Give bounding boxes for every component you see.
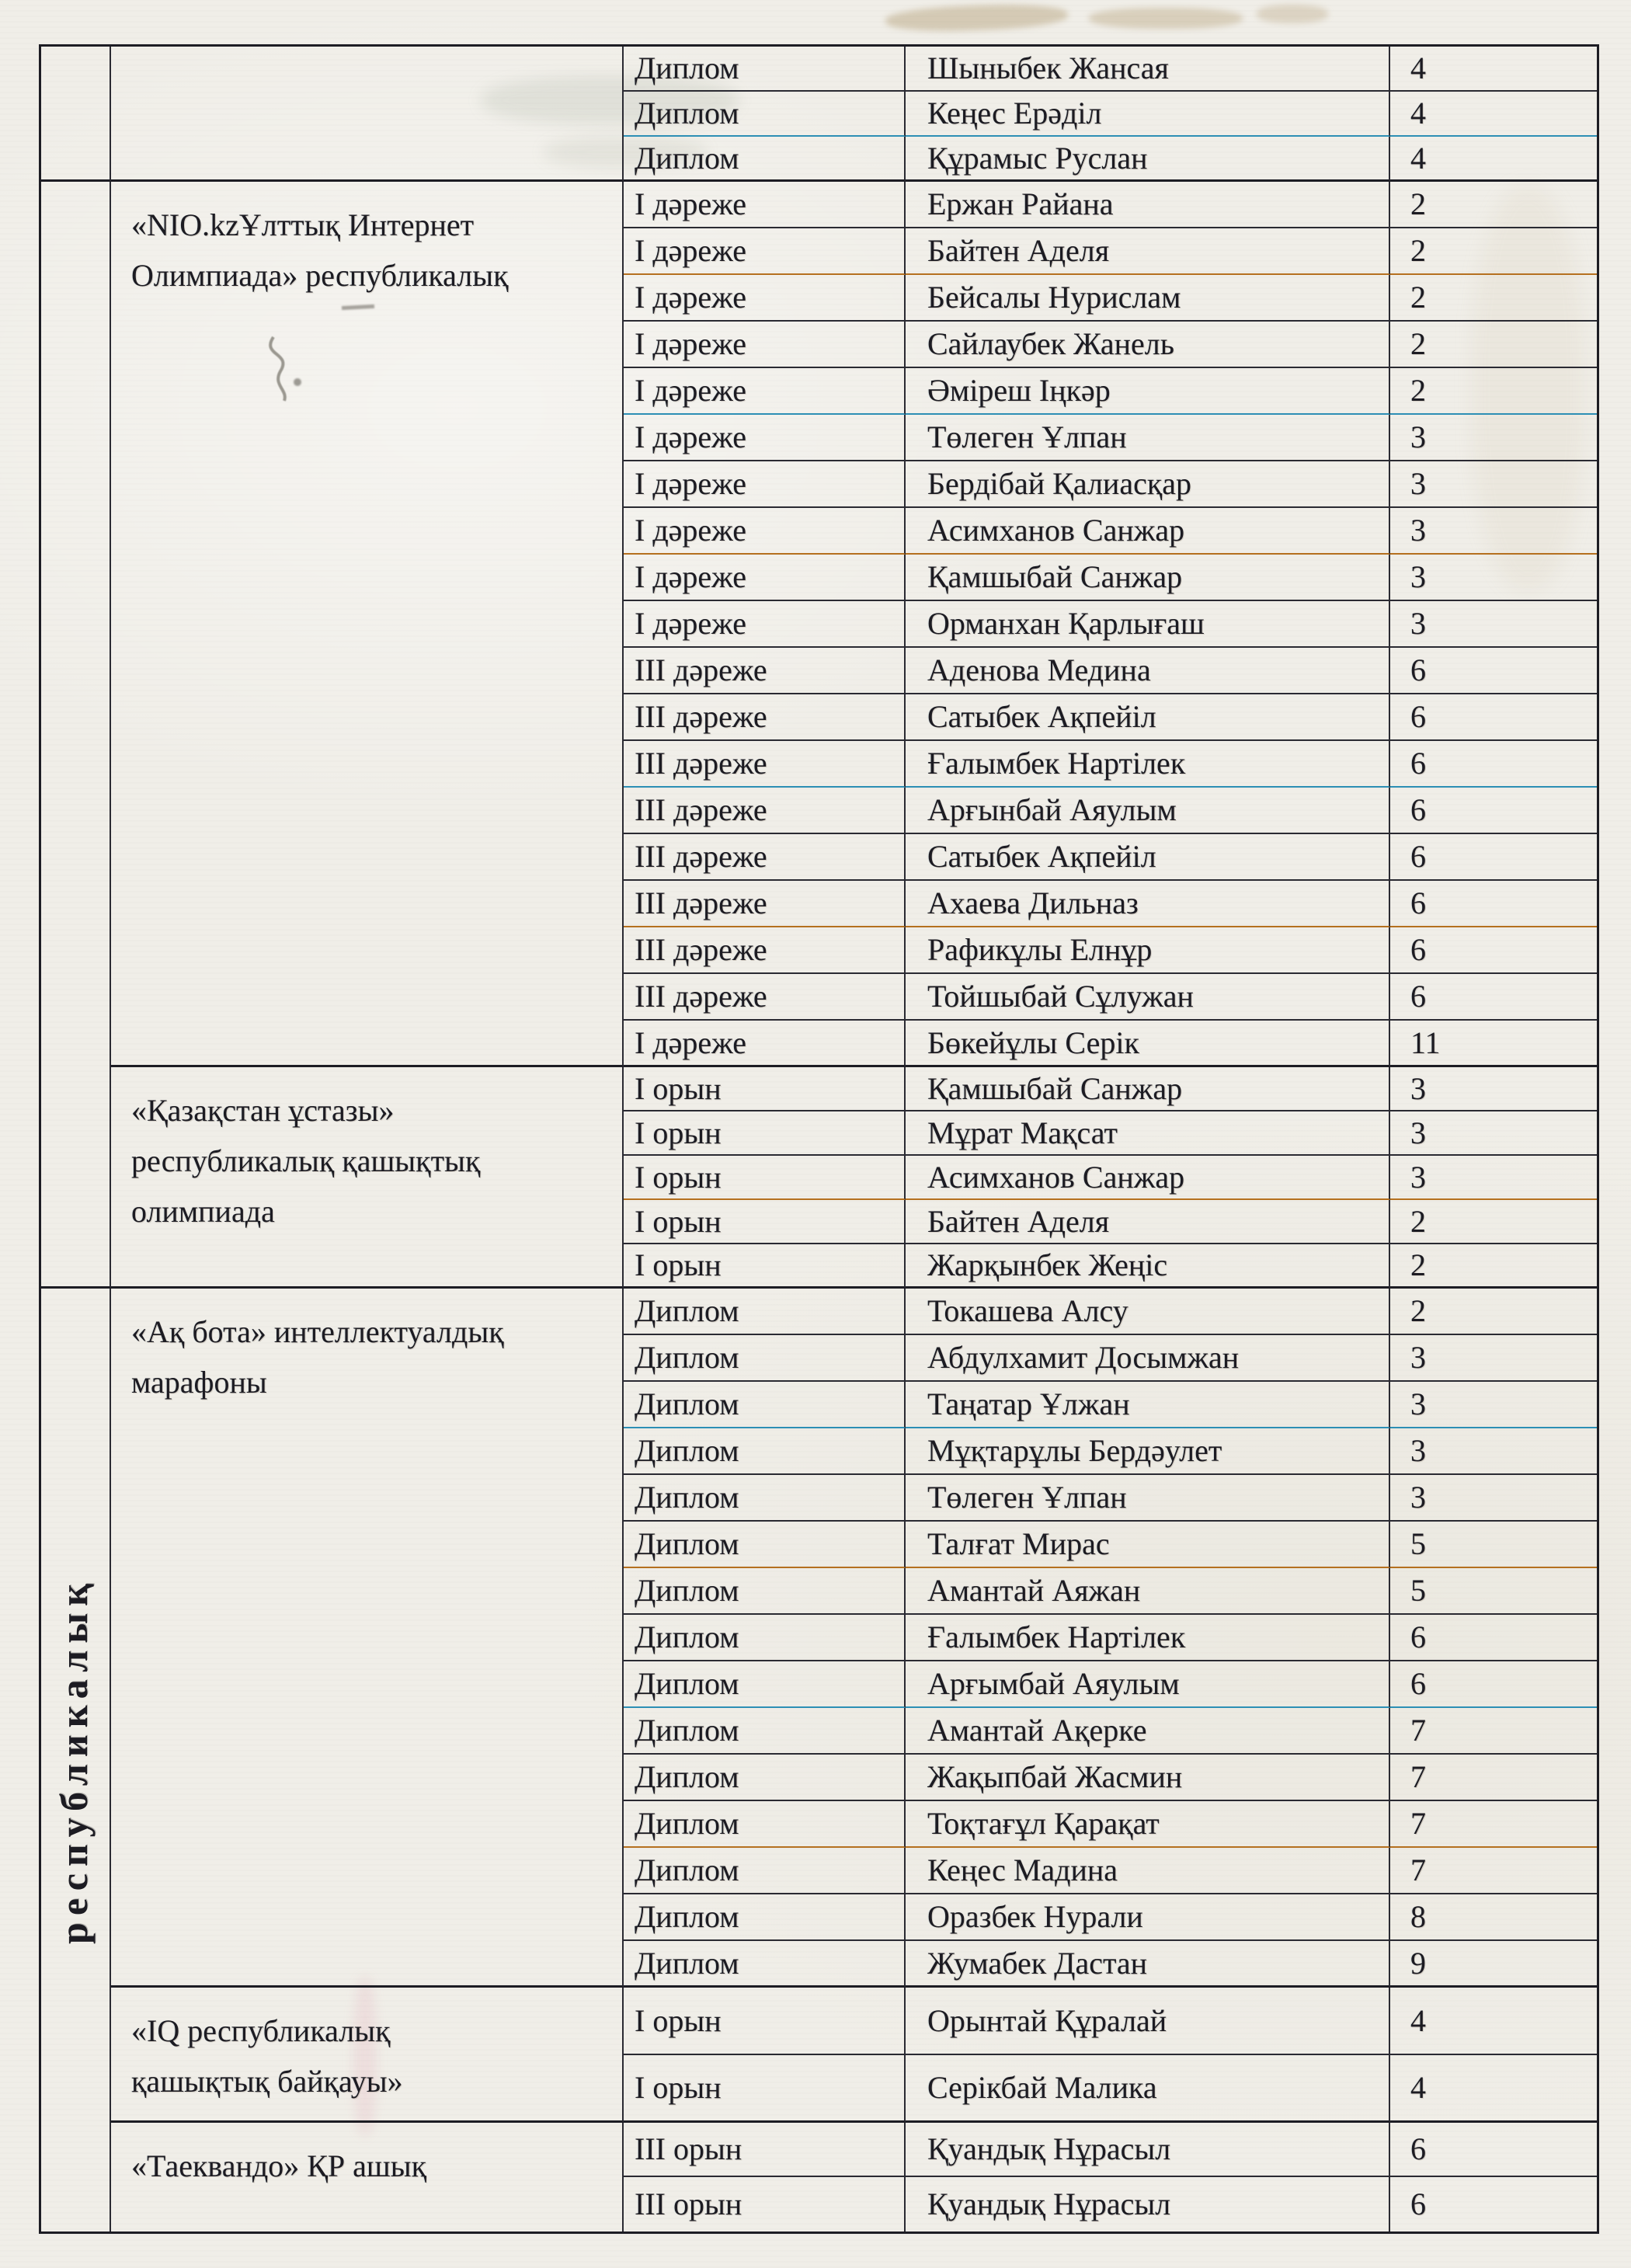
category-cell (41, 182, 111, 1289)
awards-table (39, 44, 1599, 2234)
award-level-cell: I дәреже (624, 275, 906, 322)
participant-name-cell: Асимханов Санжар (906, 1156, 1390, 1200)
participant-name-cell: Тоқтағұл Қарақат (906, 1801, 1390, 1848)
participant-name-cell: Жумабек Дастан (906, 1941, 1390, 1988)
participant-name-cell: Арғымбай Аяулым (906, 1661, 1390, 1708)
grade-count-cell: 4 (1390, 2055, 1597, 2123)
participant-name-cell: Токашева Алсу (906, 1289, 1390, 1335)
participant-name-cell: Асимханов Санжар (906, 508, 1390, 555)
award-level-cell: Диплом (624, 1615, 906, 1661)
participant-name-cell: Сатыбек Ақпейіл (906, 694, 1390, 741)
competition-name-cell (111, 1988, 624, 2123)
participant-name-cell: Талғат Мирас (906, 1522, 1390, 1568)
participant-name-cell: Рафикұлы Елнұр (906, 927, 1390, 974)
participant-name-cell: Сатыбек Ақпейіл (906, 834, 1390, 881)
grade-count-cell: 6 (1390, 741, 1597, 788)
competition-name-line: олимпиада (131, 1193, 275, 1229)
participant-name-cell: Кеңес Ерәділ (906, 92, 1390, 137)
participant-name-cell: Қуандық Нұрасыл (906, 2177, 1390, 2231)
award-level-cell: I орын (624, 1156, 906, 1200)
grade-count-cell: 6 (1390, 1661, 1597, 1708)
award-level-cell: III дәреже (624, 788, 906, 834)
grade-count-cell: 7 (1390, 1755, 1597, 1801)
award-level-cell: I дәреже (624, 508, 906, 555)
participant-name-cell: Амантай Аяжан (906, 1568, 1390, 1615)
grade-count-cell: 3 (1390, 555, 1597, 601)
award-level-cell: I орын (624, 1244, 906, 1289)
grade-count-cell: 7 (1390, 1708, 1597, 1755)
category-cell (41, 47, 111, 182)
participant-name-cell: Қуандық Нұрасыл (906, 2123, 1390, 2177)
participant-name-cell: Төлеген Ұлпан (906, 1475, 1390, 1522)
competition-name-line: марафоны (131, 1364, 267, 1400)
award-level-cell: I дәреже (624, 228, 906, 275)
grade-count-cell: 4 (1390, 47, 1597, 92)
award-level-cell: Диплом (624, 1755, 906, 1801)
grade-count-cell: 3 (1390, 1111, 1597, 1156)
grade-count-cell: 6 (1390, 881, 1597, 927)
award-level-cell: I орын (624, 1067, 906, 1111)
bleed-through-mark (1089, 8, 1243, 29)
award-level-cell: Диплом (624, 47, 906, 92)
award-level-cell: I дәреже (624, 182, 906, 228)
participant-name-cell: Қамшыбай Санжар (906, 1067, 1390, 1111)
competition-name-cell (111, 47, 624, 182)
participant-name-cell: Оразбек Нурали (906, 1894, 1390, 1941)
participant-name-cell: Бейсалы Нурислам (906, 275, 1390, 322)
competition-name-cell (111, 182, 624, 1067)
award-level-cell: I орын (624, 2055, 906, 2123)
participant-name-cell: Арғынбай Аяулым (906, 788, 1390, 834)
award-level-cell: Диплом (624, 1475, 906, 1522)
participant-name-cell: Байтен Аделя (906, 1200, 1390, 1244)
participant-name-cell: Ғалымбек Нартілек (906, 1615, 1390, 1661)
grade-count-cell: 3 (1390, 1067, 1597, 1111)
grade-count-cell: 8 (1390, 1894, 1597, 1941)
award-level-cell: Диплом (624, 1848, 906, 1894)
competition-name-cell (111, 1067, 624, 1289)
competition-name-line: республикалық қашықтық (131, 1143, 481, 1178)
award-level-cell: Диплом (624, 1661, 906, 1708)
competition-name-cell (111, 2123, 624, 2231)
participant-name-cell: Байтен Аделя (906, 228, 1390, 275)
participant-name-cell: Мұрат Мақсат (906, 1111, 1390, 1156)
award-level-cell: I дәреже (624, 368, 906, 415)
participant-name-cell: Серікбай Малика (906, 2055, 1390, 2123)
participant-name-cell: Төлеген Ұлпан (906, 415, 1390, 461)
award-level-cell: Диплом (624, 1708, 906, 1755)
award-level-cell: I орын (624, 1200, 906, 1244)
participant-name-cell: Ержан Райана (906, 182, 1390, 228)
award-level-cell: III дәреже (624, 974, 906, 1021)
award-level-cell: I дәреже (624, 1021, 906, 1067)
grade-count-cell: 2 (1390, 322, 1597, 368)
participant-name-cell: Абдулхамит Досымжан (906, 1335, 1390, 1382)
competition-name-line: «Қазақстан ұстазы» (131, 1093, 395, 1128)
grade-count-cell: 6 (1390, 694, 1597, 741)
award-level-cell: III дәреже (624, 927, 906, 974)
grade-count-cell: 3 (1390, 1475, 1597, 1522)
award-level-cell: I орын (624, 1988, 906, 2055)
participant-name-cell: Ахаева Дильназ (906, 881, 1390, 927)
grade-count-cell: 7 (1390, 1801, 1597, 1848)
grade-count-cell: 6 (1390, 1615, 1597, 1661)
participant-name-cell: Мұқтарұлы Бердәулет (906, 1428, 1390, 1475)
bleed-through-mark (885, 2, 1069, 33)
grade-count-cell: 3 (1390, 601, 1597, 648)
award-level-cell: Диплом (624, 1289, 906, 1335)
grade-count-cell: 6 (1390, 788, 1597, 834)
award-level-cell: III дәреже (624, 741, 906, 788)
grade-count-cell: 3 (1390, 1428, 1597, 1475)
participant-name-cell: Жарқынбек Жеңіс (906, 1244, 1390, 1289)
participant-name-cell: Шыныбек Жансая (906, 47, 1390, 92)
participant-name-cell: Орманхан Қарлығаш (906, 601, 1390, 648)
award-level-cell: Диплом (624, 1568, 906, 1615)
grade-count-cell: 2 (1390, 182, 1597, 228)
participant-name-cell: Ғалымбек Нартілек (906, 741, 1390, 788)
award-level-cell: Диплом (624, 1382, 906, 1428)
competition-name-line: Олимпиада» республикалық (131, 257, 509, 293)
grade-count-cell: 6 (1390, 834, 1597, 881)
award-level-cell: III дәреже (624, 648, 906, 694)
grade-count-cell: 5 (1390, 1522, 1597, 1568)
competition-name-line: «IQ республикалық (131, 2013, 391, 2048)
grade-count-cell: 3 (1390, 1156, 1597, 1200)
grade-count-cell: 3 (1390, 508, 1597, 555)
grade-count-cell: 3 (1390, 1335, 1597, 1382)
award-level-cell: Диплом (624, 1335, 906, 1382)
participant-name-cell: Кеңес Мадина (906, 1848, 1390, 1894)
grade-count-cell: 6 (1390, 927, 1597, 974)
grade-count-cell: 6 (1390, 974, 1597, 1021)
grade-count-cell: 3 (1390, 461, 1597, 508)
competition-name-line: «Ақ бота» интеллектуалдық (131, 1314, 504, 1349)
grade-count-cell: 7 (1390, 1848, 1597, 1894)
grade-count-cell: 5 (1390, 1568, 1597, 1615)
award-level-cell: III дәреже (624, 834, 906, 881)
participant-name-cell: Тойшыбай Сұлужан (906, 974, 1390, 1021)
award-level-cell: Диплом (624, 1894, 906, 1941)
award-level-cell: I дәреже (624, 415, 906, 461)
grade-count-cell: 6 (1410, 2186, 1426, 2221)
grade-count-cell: 4 (1390, 92, 1597, 137)
award-level-cell: III дәреже (624, 694, 906, 741)
award-level-cell: III орын (624, 2123, 906, 2177)
participant-name-cell: Әміреш Іңкәр (906, 368, 1390, 415)
grade-count-cell: 6 (1390, 648, 1597, 694)
award-level-cell: III орын (624, 2177, 906, 2231)
grade-count-cell: 4 (1390, 137, 1597, 182)
participant-name-cell: Қамшыбай Санжар (906, 555, 1390, 601)
award-level-cell: Диплом (624, 1801, 906, 1848)
award-level-cell: Диплом (624, 1941, 906, 1988)
award-level-cell: Диплом (624, 137, 906, 182)
participant-name-cell: Амантай Ақерке (906, 1708, 1390, 1755)
award-level-cell: Диплом (624, 1522, 906, 1568)
participant-name-cell: Орынтай Құралай (906, 1988, 1390, 2055)
participant-name-cell: Жақыпбай Жасмин (906, 1755, 1390, 1801)
grade-count-cell: 2 (1390, 228, 1597, 275)
participant-name-cell: Бердібай Қалиасқар (906, 461, 1390, 508)
grade-count-cell: 3 (1390, 415, 1597, 461)
grade-count-cell: 2 (1390, 1244, 1597, 1289)
participant-name-cell: Сайлаубек Жанель (906, 322, 1390, 368)
award-level-cell: III дәреже (624, 881, 906, 927)
competition-name-line: «Таеквандо» ҚР ашық (131, 2148, 427, 2183)
award-level-cell: Диплом (624, 1428, 906, 1475)
grade-count-cell: 3 (1390, 1382, 1597, 1428)
grade-count-cell: 9 (1390, 1941, 1597, 1988)
grade-count-cell: 4 (1390, 1988, 1597, 2055)
grade-count-cell: 2 (1390, 368, 1597, 415)
grade-count-cell: 2 (1390, 275, 1597, 322)
competition-name-line: «NIO.kzҰлттық Интернет (131, 207, 475, 242)
award-level-cell: I дәреже (624, 555, 906, 601)
participant-name-cell: Таңатар Ұлжан (906, 1382, 1390, 1428)
grade-count-cell: 6 (1390, 2123, 1597, 2177)
grade-count-cell: 2 (1390, 1200, 1597, 1244)
competition-name-cell (111, 1289, 624, 1988)
participant-name-cell: Бөкейұлы Серік (906, 1021, 1390, 1067)
grade-count-cell: 2 (1390, 1289, 1597, 1335)
award-level-cell: I дәреже (624, 461, 906, 508)
grade-count-cell: 11 (1390, 1021, 1597, 1067)
category-vertical-label: республикалық (52, 1576, 96, 1944)
bleed-through-mark (1257, 5, 1328, 23)
award-level-cell: I дәреже (624, 601, 906, 648)
participant-name-cell: Аденова Медина (906, 648, 1390, 694)
participant-name-cell: Құрамыс Руслан (906, 137, 1390, 182)
award-level-cell: Диплом (624, 92, 906, 137)
award-level-cell: I дәреже (624, 322, 906, 368)
award-level-cell: I орын (624, 1111, 906, 1156)
category-cell (41, 1289, 111, 2231)
competition-name-line: қашықтық байқауы» (131, 2063, 403, 2099)
